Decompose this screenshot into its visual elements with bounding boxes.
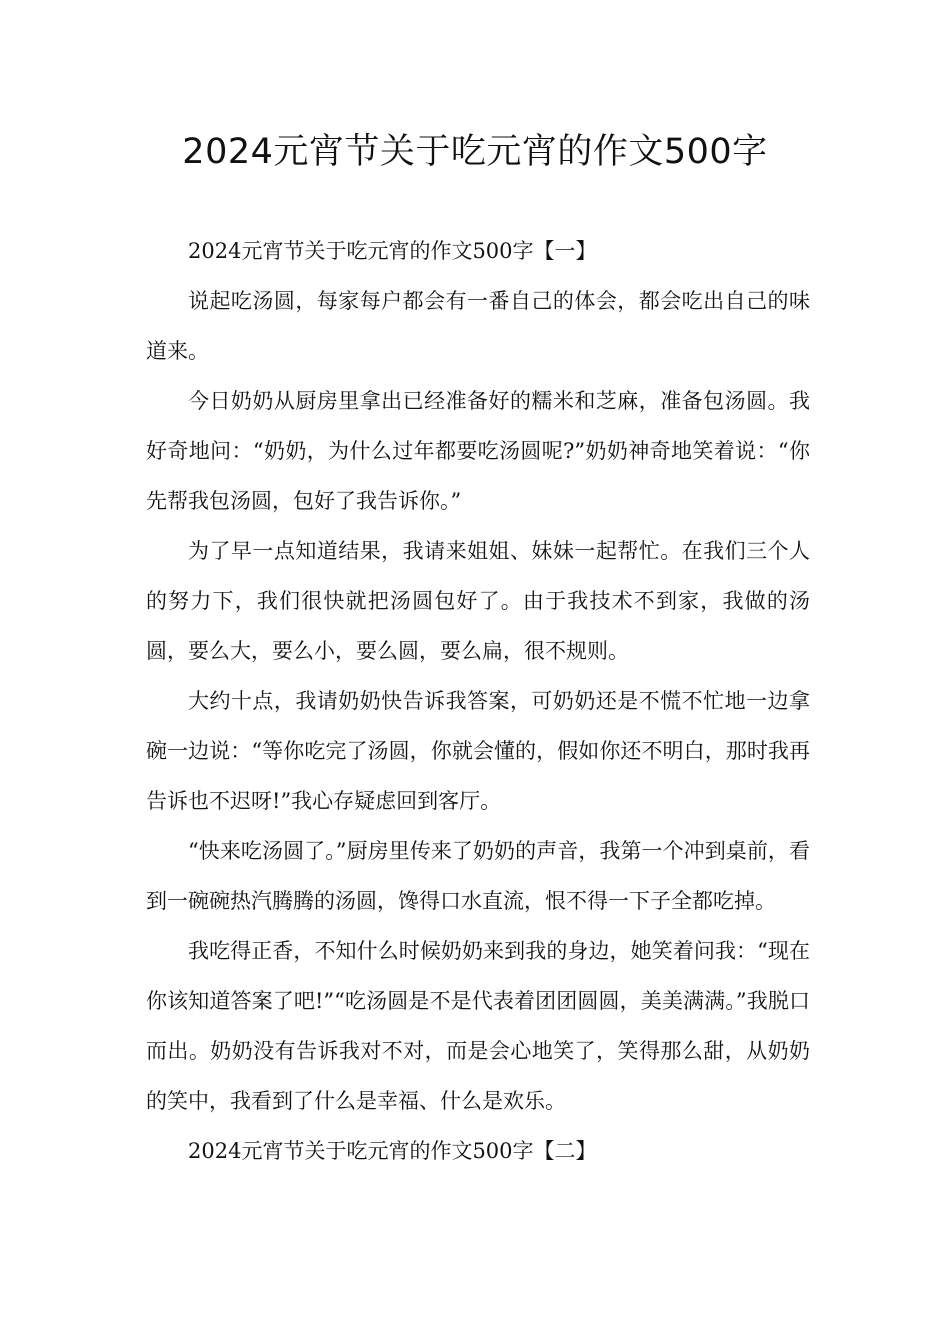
paragraph-5: “快来吃汤圆了。”厨房里传来了奶奶的声音，我第一个冲到桌前，看到一碗碗热汽腾腾的汤圆，馋得口水直流，恨不得一下子全都吃掉。 <box>146 839 810 913</box>
section-heading-1: 2024元宵节关于吃元宵的作文500字【一】 <box>188 239 597 263</box>
paragraph-3: 为了早一点知道结果，我请来姐姐、妹妹一起帮忙。在我们三个人的努力下，我们很快就把汤圆包好了。由于我技术不到家，我做的汤圆，要么大，要么小，要么圆，要么扁，很不规则。 <box>146 539 810 663</box>
paragraph-1: 说起吃汤圆，每家每户都会有一番自己的体会，都会吃出自己的味道来。 <box>146 289 810 363</box>
section-heading-2: 2024元宵节关于吃元宵的作文500字【二】 <box>188 1139 597 1163</box>
document-title: 2024元宵节关于吃元宵的作文500字 <box>182 132 768 172</box>
paragraph-6: 我吃得正香，不知什么时候奶奶来到我的身边，她笑着问我：“现在你该知道答案了吧!”“吃汤圆是不是代表着团团圆圆，美美满满。”我脱口而出。奶奶没有告诉我对不对，而是会心地笑了，笑得那么甜，从奶奶的笑中，我看到了什么是幸福、什么是欢乐。 <box>146 939 810 1113</box>
document-body <box>146 226 810 1176</box>
paragraph-2: 今日奶奶从厨房里拿出已经准备好的糯米和芝麻，准备包汤圆。我好奇地问：“奶奶，为什么过年都要吃汤圆呢?”奶奶神奇地笑着说：“你先帮我包汤圆，包好了我告诉你。” <box>146 389 810 513</box>
paragraph-4: 大约十点，我请奶奶快告诉我答案，可奶奶还是不慌不忙地一边拿碗一边说：“等你吃完了汤圆，你就会懂的，假如你还不明白，那时我再告诉也不迟呀!”我心存疑虑回到客厅。 <box>146 689 810 813</box>
